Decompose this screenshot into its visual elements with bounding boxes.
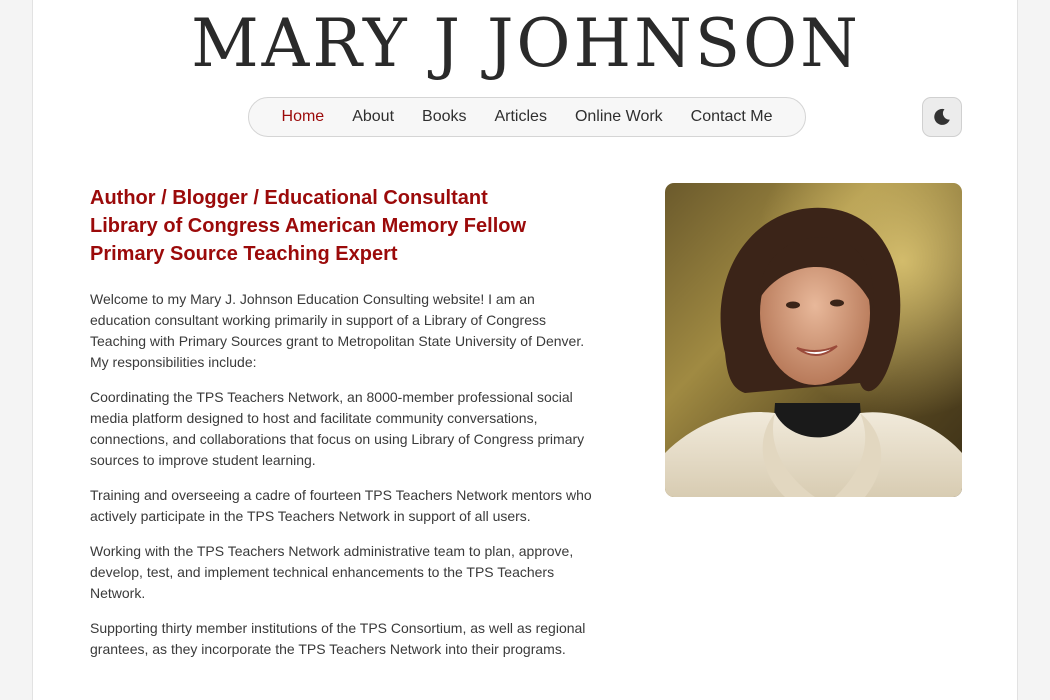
responsibility-paragraph: Coordinating the TPS Teachers Network, an 8000-member professional social media platform designed to host and facilitate community conversations, connections, and collaborations that focus on using Library of Congress primary sources to improve student learning. [90,389,585,468]
nav-online-work[interactable]: Online Work [574,108,663,125]
portrait-photo [665,183,962,497]
site-title[interactable]: MARY J JOHNSON [191,5,861,82]
theme-toggle-button[interactable] [922,97,962,137]
portrait-illustration [665,183,962,497]
main-nav [248,97,806,137]
intro-content [90,289,598,674]
nav-articles[interactable]: Articles [494,108,547,125]
nav-books[interactable]: Books [422,108,467,125]
page [32,0,1018,700]
responsibility-paragraph: Training and overseeing a cadre of fourteen TPS Teachers Network mentors who actively participate in the TPS Teachers Network in support of all users. [90,487,592,524]
responsibility-paragraph: Supporting thirty member institutions of the TPS Consortium, as well as regional grantees, as they incorporate the TPS Teachers Network into their programs. [90,620,586,657]
nav-home[interactable]: Home [281,108,325,125]
nav-about[interactable]: About [352,108,395,125]
responsibility-paragraph: Working with the TPS Teachers Network administrative team to plan, approve, develop, test, and implement technical enhancements to the TPS Teachers Network. [90,543,574,601]
tagline [90,184,590,268]
tagline-line: Library of Congress American Memory Fellow [90,215,527,237]
intro-paragraph: Welcome to my Mary J. Johnson Education Consulting website! I am an education consultant working primarily in support of a Library of Congress Teaching with Primary Sources grant to Metropolitan State University of Denver. My responsibilities include: [90,291,585,370]
tagline-line: Primary Source Teaching Expert [90,243,398,265]
nav-contact-me[interactable]: Contact Me [690,108,773,125]
tagline-line: Author / Blogger / Educational Consultant [90,187,488,209]
moon-icon [932,107,952,127]
